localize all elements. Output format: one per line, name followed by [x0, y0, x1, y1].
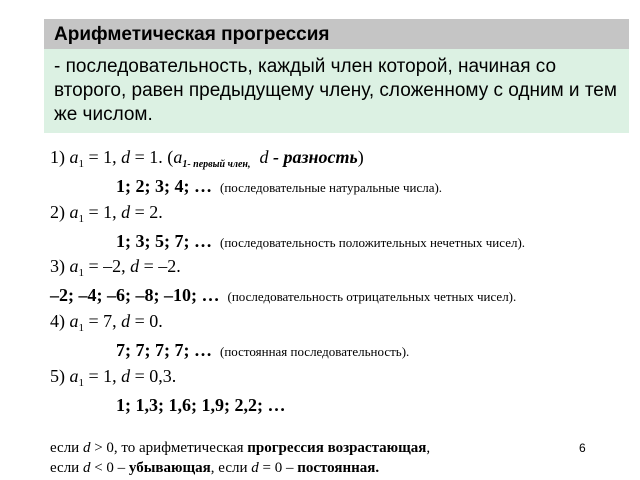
d-symbol: d	[121, 202, 131, 222]
item-number: 2)	[50, 202, 70, 222]
a-symbol: a	[69, 202, 79, 222]
slide-title: Арифметическая прогрессия	[54, 24, 330, 45]
title-bar	[44, 19, 629, 49]
d-symbol: d	[82, 460, 91, 476]
footer-line-decreasing	[50, 460, 379, 477]
d-symbol: d	[82, 440, 91, 456]
item-1-sequence	[116, 176, 442, 197]
constant-term: постоянная.	[297, 460, 380, 476]
text: если	[50, 460, 83, 476]
sequence-values: –2; –4; –6; –8; –10; …	[50, 285, 220, 305]
a-symbol: a	[173, 147, 183, 167]
d-value: = 0.	[130, 311, 163, 331]
item-1-params	[50, 147, 364, 170]
increasing-term: прогрессия возрастающая	[247, 440, 427, 456]
a-symbol: a	[69, 256, 79, 276]
text: > 0, то арифметическая	[90, 440, 248, 456]
sequence-values: 1; 1,3; 1,6; 1,9; 2,2; …	[116, 395, 286, 415]
a1-value: = 7,	[84, 311, 122, 331]
definition-box	[44, 49, 629, 133]
item-3-sequence	[50, 285, 516, 306]
footer-line-increasing	[50, 440, 430, 457]
a1-value: = –2,	[84, 256, 131, 276]
sequence-note: (последовательные натуральные числа).	[219, 180, 443, 195]
d-symbol: d	[130, 256, 140, 276]
d-value: = 0,3.	[130, 366, 177, 386]
text: если	[50, 440, 83, 456]
item-2-params	[50, 202, 163, 225]
item-3-params	[50, 256, 181, 279]
text: , если	[210, 460, 252, 476]
item-5-sequence	[116, 395, 285, 416]
item-number: 1)	[50, 147, 70, 167]
sequence-values: 7; 7; 7; 7; …	[116, 340, 212, 360]
d-symbol: d	[121, 366, 131, 386]
subscript: 1	[78, 267, 84, 279]
slide-number: 6	[579, 441, 586, 455]
d-symbol: d	[121, 311, 131, 331]
sequence-values: 1; 2; 3; 4; …	[116, 176, 212, 196]
definition-text: - последовательность, каждый член которой, начиная со второго, равен предыдущему члену, сложенному с одним и тем же числом.	[54, 56, 617, 125]
a1-value: = 1,	[84, 147, 122, 167]
item-5-params	[50, 366, 176, 389]
item-number: 4)	[50, 311, 70, 331]
subscript: 1	[78, 158, 84, 170]
sequence-values: 1; 3; 5; 7; …	[116, 231, 212, 251]
a-symbol: a	[69, 147, 79, 167]
sequence-note: (последовательность отрицательных четных чисел).	[227, 289, 517, 304]
d-symbol: d	[259, 147, 269, 167]
sequence-note: (последовательность положительных нечетных чисел).	[219, 235, 526, 250]
item-number: 5)	[50, 366, 70, 386]
item-2-sequence	[116, 231, 525, 252]
a1-value: = 1,	[84, 366, 122, 386]
d-value: = 1. (	[130, 147, 174, 167]
d-value: = –2.	[139, 256, 181, 276]
text: < 0 –	[90, 460, 129, 476]
first-term-note: 1- первый член,	[182, 159, 251, 170]
d-value: = 2.	[130, 202, 163, 222]
text: ,	[426, 440, 431, 456]
subscript: 1	[78, 213, 84, 225]
item-4-params	[50, 311, 163, 334]
close-paren: )	[357, 147, 364, 167]
text: = 0 –	[258, 460, 298, 476]
a-symbol: a	[69, 311, 79, 331]
a1-value: = 1,	[84, 202, 122, 222]
decreasing-term: убывающая	[128, 460, 211, 476]
difference-label: - разность	[268, 147, 358, 167]
sequence-note: (постоянная последовательность).	[219, 344, 410, 359]
subscript: 1	[78, 377, 84, 389]
d-symbol: d	[121, 147, 131, 167]
a-symbol: a	[69, 366, 79, 386]
item-4-sequence	[116, 340, 409, 361]
subscript: 1	[78, 322, 84, 334]
item-number: 3)	[50, 256, 70, 276]
d-symbol: d	[251, 460, 259, 476]
